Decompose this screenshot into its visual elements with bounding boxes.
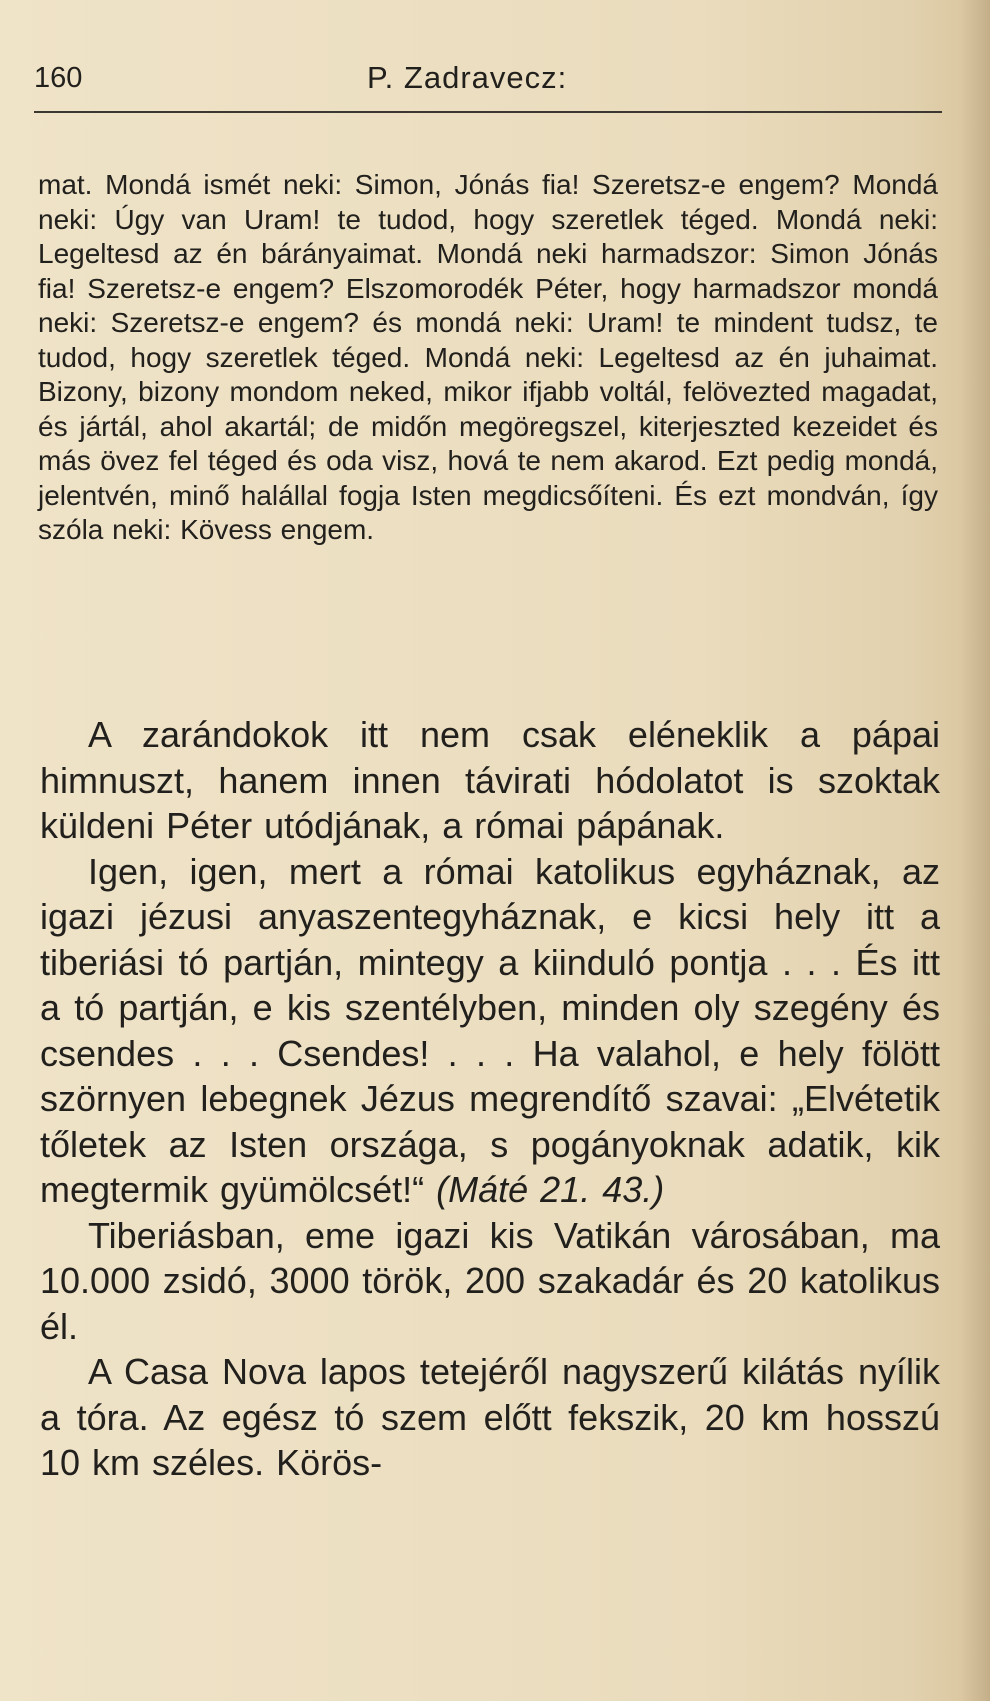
paragraph: A Casa Nova lapos tetejéről nagyszerű kilátás nyílik a tóra. Az egész tó szem előtt fekszik, 20 km hosszú 10 km széles. Körös- bbox=[40, 1351, 940, 1483]
header-rule bbox=[34, 111, 942, 113]
paragraph: Tiberiásban, eme igazi kis Vatikán városában, ma 10.000 zsidó, 3000 török, 200 szakadár és 20 katolikus él. bbox=[40, 1214, 940, 1347]
paragraph: A zarándokok itt nem csak eléneklik a pápai himnuszt, hanem innen távirati hódolatot is szoktak küldeni Péter utódjának, a római pápának. bbox=[40, 714, 940, 846]
page-header bbox=[34, 60, 954, 108]
quote-text: mat. Mondá ismét neki: Simon, Jónás fia! Szeretsz-e engem? Mondá neki: Úgy van Uram! te tudod, hogy szeretlek téged. Mondá neki: Legeltesd az én bárányaimat. Mondá neki harmadszor: Simon Jónás fia! Szeretsz-e engem? Elszomorodék Péter, hogy harmadszor mondá neki: Szeretsz-e engem? és mondá neki: Uram! te mindent tudsz, te tudod, hogy szeretlek téged. Mondá neki: Legeltesd az én juhaimat. Bizony, bizony mondom neked, mikor ifjabb voltál, felövezted magadat, és jártál, ahol akartál; de midőn megöregszel, kiterjeszted kezeidet és más övez fel téged és oda visz, hová te nem akarod. Ezt pedig mondá, jelentvén, minő halállal fogja Isten megdicsőíteni. És ezt mondván, így szóla neki: Kövess engem. bbox=[38, 169, 938, 545]
scripture-reference: (Máté 21. 43.) bbox=[436, 1169, 665, 1210]
scripture-quote bbox=[38, 168, 938, 548]
page-number: 160 bbox=[34, 62, 83, 94]
paragraph bbox=[40, 849, 940, 1213]
main-text bbox=[40, 712, 940, 1486]
paragraph-text: Igen, igen, mert a római katolikus egyháznak, az igazi jézusi anyaszentegyháznak, e kicsi hely itt a tiberiási tó partján, mintegy a kiinduló pontja . . . És itt a tó partján, e kis szentélyben, minden oly szegény és csendes . . . Csendes! . . . Ha valahol, e hely fölött szörnyen lebegnek Jézus megrendítő szavai: „Elvétetik tőletek az Isten országa, s pogányoknak adatik, kik megtermik gyümölcsét!“ bbox=[40, 850, 940, 1210]
running-head: P. Zadravecz: bbox=[367, 60, 568, 95]
